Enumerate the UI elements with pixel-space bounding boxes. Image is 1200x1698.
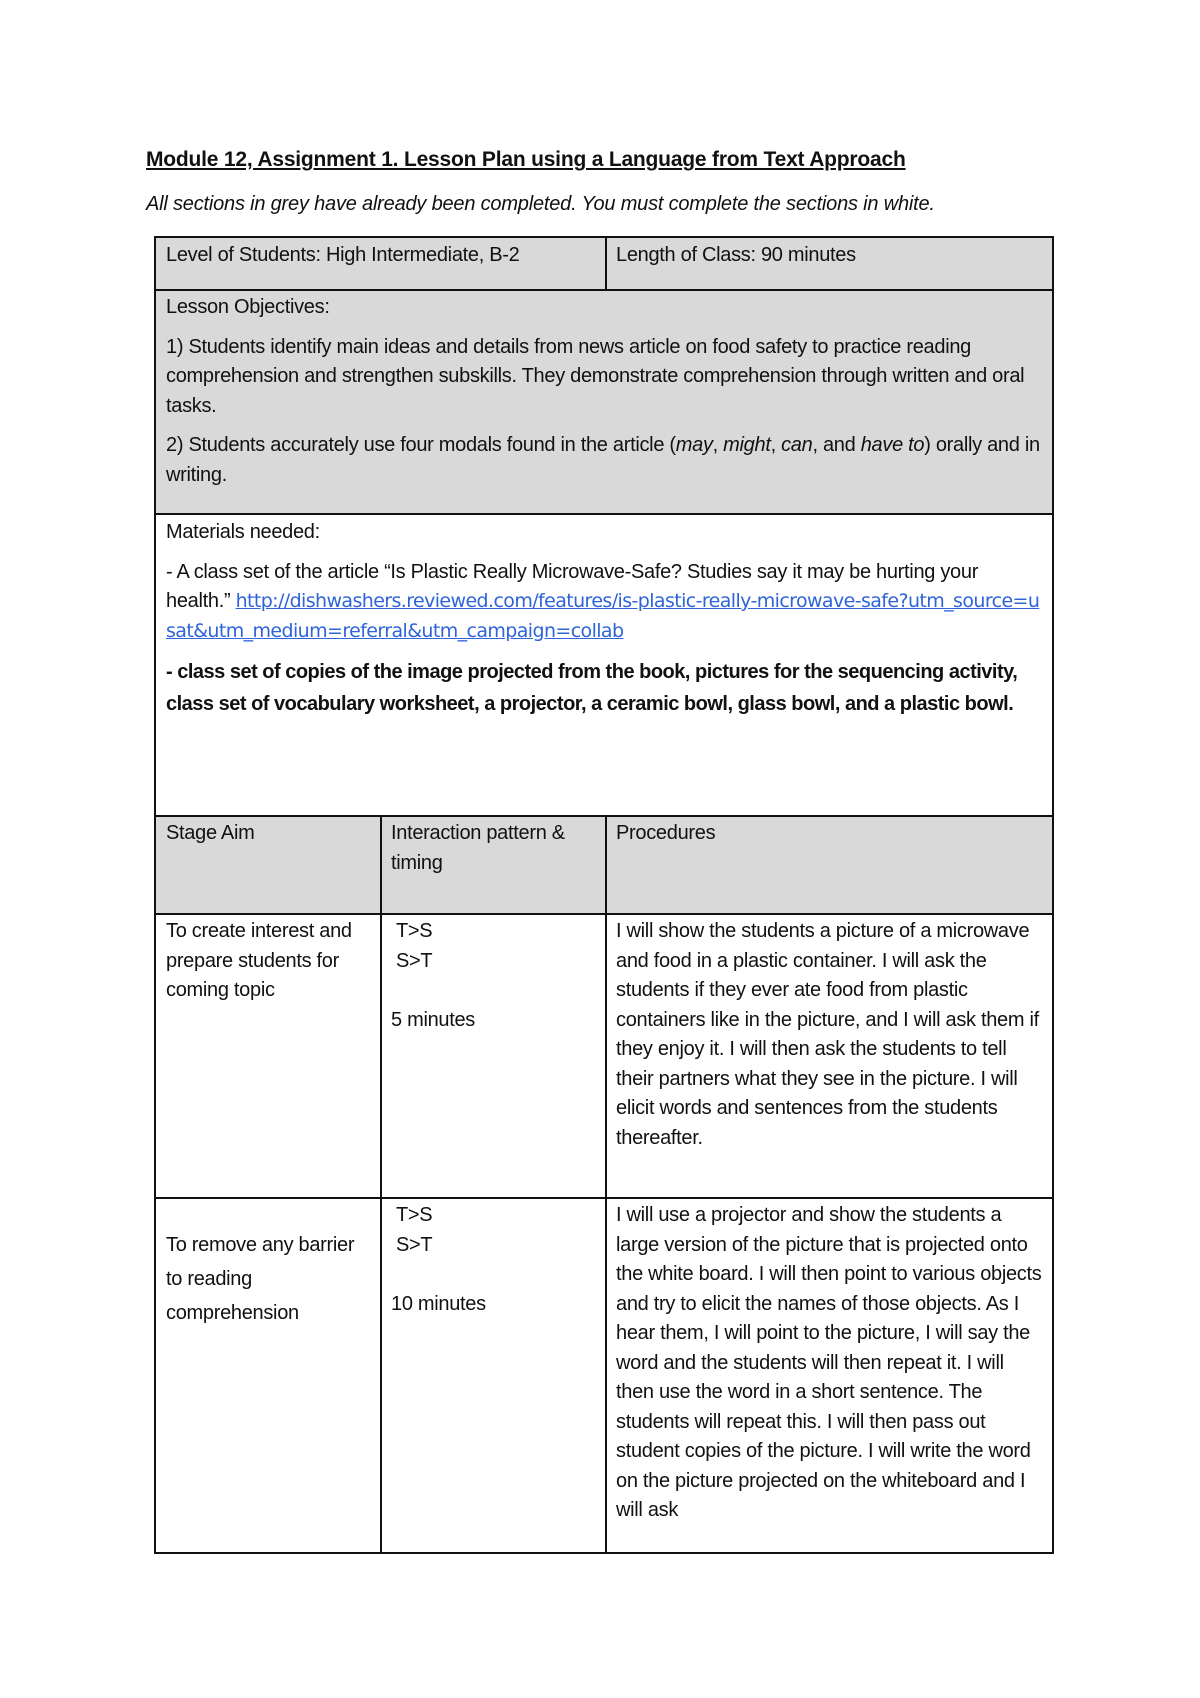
modal-sep-3: , and [812, 434, 861, 456]
divider [156, 913, 1052, 915]
row-2-procedure-text: I will use a projector and show the students a large version of the picture that is projected onto the white board. I will then point to various objects and try to elicit the names of those objects. As I hear them, I will point to the picture, I will say the word and the students will then repeat it. I will then use the word in a short sentence. The students will repeat this. I will then pass out student copies of the picture. I will write the word on the picture projected on the whiteboard and I will ask [616, 1204, 1042, 1521]
materials-cell [156, 514, 1052, 816]
row-1-pattern-2: S>T [396, 949, 433, 972]
level-cell [156, 238, 606, 290]
row-1-pattern [381, 914, 606, 1198]
header-interaction-pattern-text: Interaction pattern & timing [391, 822, 565, 874]
objectives-label: Lesson Objectives: [166, 296, 330, 318]
row-1-pattern-1: T>S [396, 920, 433, 942]
modal-sep-1: , [712, 434, 724, 456]
header-interaction-pattern [381, 816, 606, 914]
objective-1: 1) Students identify main ideas and details from news article on food safety to practice reading comprehension and strengthen subskills. They demonstrate comprehension through written and oral tasks. [166, 335, 1025, 417]
modal-can: can [781, 434, 813, 456]
objective-2-prefix: 2) Students accurately use four modals found in the article ( [166, 434, 676, 456]
materials-item-1 [166, 558, 1042, 647]
materials-item-1-text: - A class set of the article “Is Plastic Really Microwave-Safe? Studies say it may be hurting your health.” [166, 560, 979, 612]
row-2-procedure [606, 1198, 1052, 1554]
divider [380, 815, 382, 1554]
divider [156, 513, 1052, 515]
divider [605, 238, 607, 290]
divider [156, 1197, 1052, 1199]
length-text: Length of Class: 90 minutes [616, 244, 856, 266]
header-stage-aim-text: Stage Aim [166, 822, 255, 844]
header-procedures-text: Procedures [616, 822, 716, 844]
row-2-aim-text: To remove any barrier to reading comprehension [166, 1234, 355, 1324]
modal-sep-2: , [770, 434, 782, 456]
row-1-aim-text: To create interest and prepare students for coming topic [166, 920, 352, 1001]
article-link[interactable]: http://dishwashers.reviewed.com/features/is-plastic-really-microwave-safe?utm_source=usat&utm_medium=referral&utm_campaign=collab [166, 590, 1040, 642]
header-procedures [606, 816, 1052, 914]
objectives-cell [156, 290, 1052, 514]
row-2-pattern [381, 1198, 606, 1554]
length-cell [606, 238, 1052, 290]
divider [156, 815, 1052, 817]
modal-might: might [723, 434, 771, 456]
row-2-aim [156, 1198, 381, 1554]
row-1-timing: 5 minutes [391, 1009, 476, 1031]
document-title: Module 12, Assignment 1. Lesson Plan using a Language from Text Approach [146, 148, 906, 171]
row-1-aim [156, 914, 381, 1198]
materials-item-2: - class set of copies of the image projected from the book, pictures for the sequencing activity, class set of vocabulary worksheet, a projector, a ceramic bowl, glass bowl, and a plastic bowl. [166, 661, 1018, 715]
row-2-pattern-1: T>S [396, 1204, 433, 1226]
document-subtitle: All sections in grey have already been completed. You must complete the sections in white. [146, 193, 935, 215]
row-2-timing: 10 minutes [391, 1293, 486, 1315]
materials-label: Materials needed: [166, 521, 320, 543]
divider [605, 815, 607, 1554]
row-1-procedure-text: I will show the students a picture of a microwave and food in a plastic container. I will ask the students if they ever ate food from plastic containers like in the picture, and I will ask them if they enjoy it. I will then ask the students to tell their partners what they see in the picture. I will elicit words and sentences from the students thereafter. [616, 920, 1039, 1149]
header-stage-aim [156, 816, 381, 914]
divider [156, 289, 1052, 291]
row-2-pattern-2: S>T [396, 1233, 433, 1256]
modal-may: may [675, 434, 713, 456]
objective-2 [166, 431, 1042, 490]
lesson-plan-table [154, 236, 1054, 1554]
objective-2-suffix: ) orally and in writing. [166, 434, 1040, 486]
modal-have-to: have to [860, 434, 925, 456]
row-1-procedure [606, 914, 1052, 1198]
level-text: Level of Students: High Intermediate, B-2 [166, 244, 520, 266]
